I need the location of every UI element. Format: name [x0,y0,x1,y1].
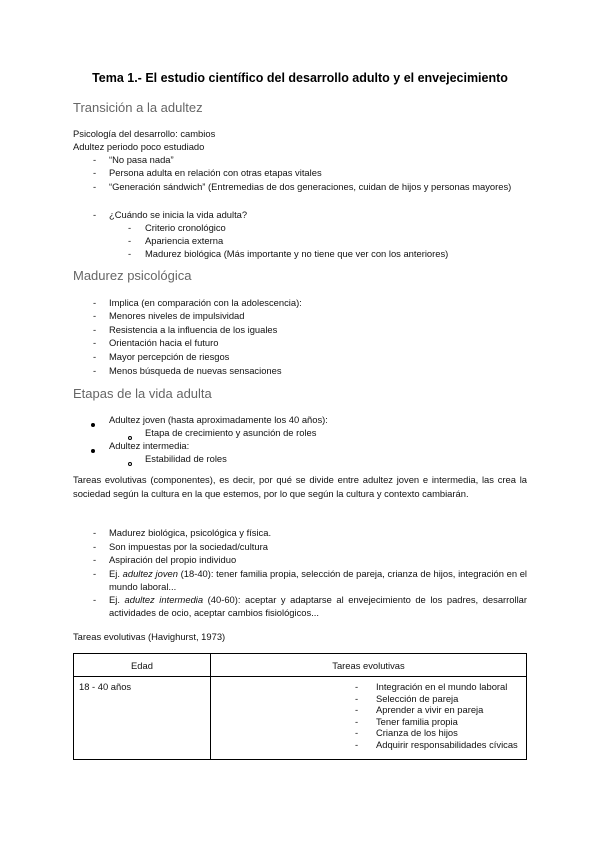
table-row [74,677,527,760]
table-caption: Tareas evolutivas (Havighurst, 1973) [73,631,226,642]
task-item: - Aprender a vivir en pareja [355,704,484,716]
task-item: - Selección de pareja [355,692,459,704]
page-title: Tema 1.- El estudio científico del desarrollo adulto y el envejecimiento [92,71,508,85]
paragraph-tareas: Tareas evolutivas (componentes), es decir, por qué se divide entre adultez joven e intermedia, las crea la sociedad según la cultura en la que estemos, por lo que según la cultura y contexto cambiarán. [73,474,527,499]
header-edad: Edad [74,654,211,677]
task-item: - Crianza de los hijos [355,727,458,739]
emphasis-adultez-joven: adultez joven [122,568,178,579]
task-item: - Tener familia propia [355,715,458,727]
heading-etapas: Etapas de la vida adulta [73,386,212,401]
emphasis-adultez-intermedia: adultez intermedia [124,594,204,605]
heading-madurez: Madurez psicológica [73,268,192,283]
task-item: - Adquirir responsabilidades cívicas [355,738,518,750]
cell-tareas [211,677,527,760]
bullet-icon [91,423,95,427]
circle-bullet-icon [128,462,132,466]
cell-edad: 18 - 40 años [74,677,211,760]
table-header-row [74,654,527,677]
document-page: Tema 1.- El estudio científico del desarrollo adulto y el envejecimiento Transición a la adultez Psicología del desarrollo: cambios Adultez periodo poco estudiado - “No pasa nada” - Persona adulta en relación con otras etapas vitales - “Generación sándwich” (Entremedias de dos generaciones, cuidan de hijos y personas mayores) - ¿Cuándo se inicia la vida adulta? - Criterio cronológico - Apariencia externa - Madurez biológica (Más importante y no tiene que ver con los anteriores) Madurez psicológica - Implica (en comparación con la adolescencia): - Menores niveles de impulsividad - Resistencia a la influencia de los iguales - Orientación hacia el futuro - Mayor percepción de riesgos - Menos búsqueda de nuevas sensaciones Etapas de la vida adulta Adultez joven (hasta aproximadamente los 40 años): Etapa de crecimiento y asunción de roles Adultez intermedia: Estabilidad de roles Tareas evolutivas (componentes), es decir, por qué se divide entre adultez joven e intermedia, las crea la sociedad según la cultura en la que estemos, por lo que según la cultura y contexto cambiarán. - Madurez biológica, psicológica y física. - Son impuestas por la sociedad/cultura - Aspiración del propio individuo - Ej. adultez joven (18-40): tener familia propia, selección de pareja, crianza de hijos, integración en el mundo laboral... - Ej. adultez intermedia (40-60): aceptar y adaptarse al envejecimiento de los padres, desarrollar actividades de ocio, aceptar cambios fisiológicos... Tareas evolutivas (Havighurst, 1973) Edad Tareas evolutivas 18 - 40 años - Integración en el mundo laboral - Selección de pareja - Aprender a vivir en pareja - Tener familia propia - Crianza de los hijos - Adquirir responsabilidades cívicas [0,0,600,848]
heading-transicion: Transición a la adultez [73,100,203,115]
text-line: Psicología del desarrollo: cambios [73,128,216,139]
bullet-icon [91,449,95,453]
task-item: - Integración en el mundo laboral [355,681,508,692]
header-tareas: Tareas evolutivas [211,654,527,677]
tareas-evolutivas-table [73,653,527,760]
text-line: Adultez periodo poco estudiado [73,141,205,152]
